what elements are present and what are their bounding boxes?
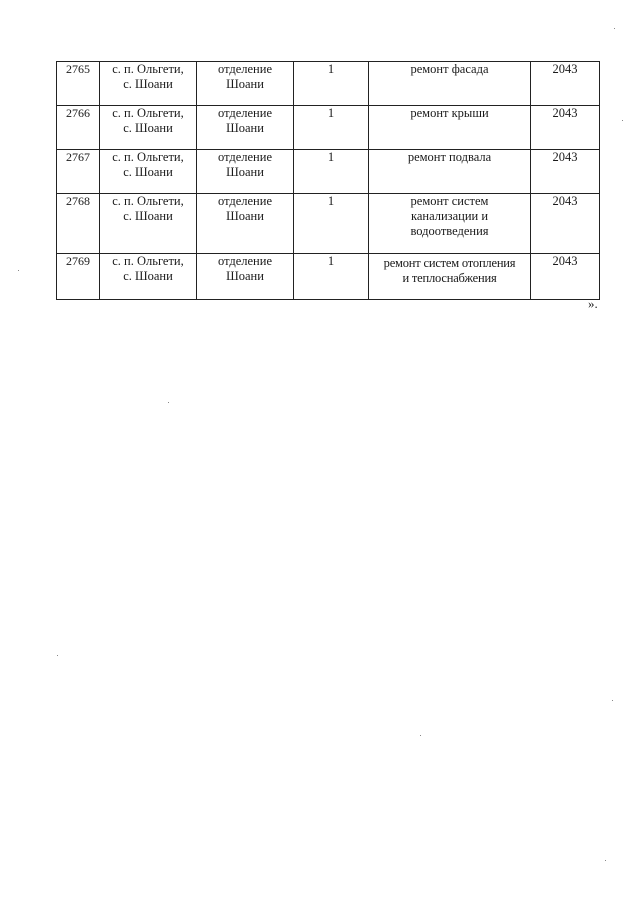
- scan-speck: [168, 402, 169, 403]
- quantity-cell: 1: [294, 62, 369, 106]
- scan-speck: [614, 28, 615, 29]
- scan-speck: [57, 655, 58, 656]
- department-cell: отделение Шоани: [197, 194, 294, 254]
- work-type-cell: ремонт подвала: [369, 150, 531, 194]
- row-number: 2767: [57, 150, 100, 194]
- table-row: [57, 194, 600, 254]
- scan-speck: [612, 700, 613, 701]
- table-row: [57, 106, 600, 150]
- year-cell: 2043: [531, 194, 600, 254]
- table-row: [57, 254, 600, 300]
- row-number: 2765: [57, 62, 100, 106]
- quantity-cell: 1: [294, 194, 369, 254]
- work-type-cell: ремонт фасада: [369, 62, 531, 106]
- work-type-cell: ремонт систем отопления и теплоснабжения: [369, 254, 531, 300]
- year-cell: 2043: [531, 62, 600, 106]
- department-cell: отделение Шоани: [197, 150, 294, 194]
- scan-speck: [605, 860, 606, 861]
- quantity-cell: 1: [294, 254, 369, 300]
- row-number: 2769: [57, 254, 100, 300]
- year-cell: 2043: [531, 254, 600, 300]
- scan-speck: [622, 120, 623, 121]
- department-cell: отделение Шоани: [197, 106, 294, 150]
- locality-cell: с. п. Ольгети, с. Шоани: [100, 106, 197, 150]
- quantity-cell: 1: [294, 106, 369, 150]
- work-type-cell: ремонт систем канализации и водоотведения: [369, 194, 531, 254]
- department-cell: отделение Шоани: [197, 62, 294, 106]
- row-number: 2766: [57, 106, 100, 150]
- locality-cell: с. п. Ольгети, с. Шоани: [100, 254, 197, 300]
- locality-cell: с. п. Ольгети, с. Шоани: [100, 150, 197, 194]
- register-table: [56, 61, 600, 300]
- year-cell: 2043: [531, 106, 600, 150]
- locality-cell: с. п. Ольгети, с. Шоани: [100, 62, 197, 106]
- table-row: [57, 62, 600, 106]
- department-cell: отделение Шоани: [197, 254, 294, 300]
- scan-speck: [18, 270, 19, 271]
- locality-cell: с. п. Ольгети, с. Шоани: [100, 194, 197, 254]
- scan-speck: [420, 735, 421, 736]
- closing-quote-mark: ».: [588, 296, 598, 311]
- quantity-cell: 1: [294, 150, 369, 194]
- year-cell: 2043: [531, 150, 600, 194]
- row-number: 2768: [57, 194, 100, 254]
- work-type-cell: ремонт крыши: [369, 106, 531, 150]
- table-row: [57, 150, 600, 194]
